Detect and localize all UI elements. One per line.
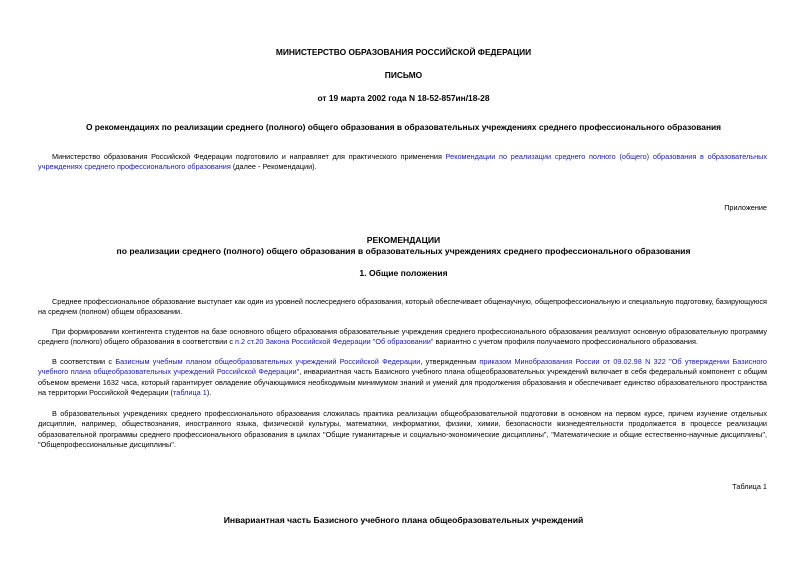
section-1-heading: 1. Общие положения bbox=[359, 268, 448, 278]
education-law-link[interactable]: п.2 ст.20 Закона Российской Федерации "Об образовании" bbox=[235, 337, 434, 347]
appendix-label: Приложение bbox=[724, 203, 767, 212]
date-number-heading: от 19 марта 2002 года N 18-52-857ин/18-28 bbox=[317, 93, 490, 103]
table-1-link[interactable]: таблица 1 bbox=[173, 388, 207, 398]
recommendations-subtitle: по реализации среднего (полного) общего образования в образовательных учреждениях среднего профессионального образования bbox=[116, 246, 691, 256]
ministry-order-link[interactable]: приказом Минобразования России от 09.02.98 N 322 "Об утверждении Базисного учебного плана общеобразовательных учреждений Российской Федерации" bbox=[38, 357, 767, 377]
paragraph-2-text-after: вариантно с учетом профиля получаемого профессионального образования. bbox=[433, 337, 698, 347]
paragraph-4 bbox=[38, 409, 767, 451]
paragraph-3-text-a: В соответствии с bbox=[52, 357, 116, 366]
paragraph-1 bbox=[38, 297, 767, 318]
recommendations-title: РЕКОМЕНДАЦИИ bbox=[366, 235, 441, 245]
paragraph-2 bbox=[38, 327, 767, 348]
intro-text-after: (далее - Рекомендации). bbox=[230, 162, 317, 172]
paragraph-1-text: Среднее профессиональное образование выступает как один из уровней послесреднего образования, который обеспечивает общенаучную, общепрофессиональную и специальную подготовку, базирующуюся на среднем (полном) общем образовании. bbox=[38, 297, 767, 317]
paragraph-2-text-before: При формировании контингента студентов на базе основного общего образования образовательные учреждения среднего профессионального образования реализуют основную образовательную программу среднего (полного) общего образования в соответствии с bbox=[38, 327, 767, 347]
table-1-label: Таблица 1 bbox=[732, 482, 767, 491]
intro-paragraph bbox=[38, 152, 767, 173]
recommendations-link[interactable]: Рекомендации по реализации среднего полного (общего) образования в образовательных учреждениях среднего профессионального образования bbox=[38, 152, 767, 172]
paragraph-3-text-d: ). bbox=[206, 388, 212, 398]
basic-curriculum-link[interactable]: Базисным учебным планом общеобразовательных учреждений Российской Федерации bbox=[115, 357, 421, 366]
intro-text-before: Министерство образования Российской Федерации подготовило и направляет для практического применения bbox=[52, 152, 446, 161]
table-1-title: Инвариантная часть Базисного учебного плана общеобразовательных учреждений bbox=[223, 515, 584, 525]
paragraph-3 bbox=[38, 357, 767, 399]
paragraph-3-text-c: , инвариантная часть Базисного учебного плана общеобразовательных учреждений включает в себя федеральный компонент с общим объемом времени 1632 часа, который гарантирует овладение обучающимися необходимым минимумом знаний и умений для продолжения образования и обеспечивает единство образовательного пространства на территории Российской Федерации ( bbox=[38, 367, 768, 398]
paragraph-4-text: В образовательных учреждениях среднего профессионального образования сложилась практика реализации общеобразовательной подготовки в основном на первом курсе, причем изучение отдельных дисциплин, например, обществознания, иностранного языка, физической культуры, математики, информатики, физики, химии, безопасности жизнедеятельности продолжается в процессе реализации образовательной программы среднего профессионального образования в циклах "Общие гуманитарные и социально-экономические дисциплины", "Математические и общие естественно-научные дисциплины", "Общепрофессиональные дисциплины". bbox=[38, 409, 767, 450]
subject-heading: О рекомендациях по реализации среднего (полного) общего образования в образовательных учреждениях среднего профессионального образования bbox=[85, 122, 722, 132]
doc-type-heading: ПИСЬМО bbox=[384, 70, 423, 80]
paragraph-3-text-b: , утвержденным bbox=[420, 357, 480, 366]
ministry-heading: МИНИСТЕРСТВО ОБРАЗОВАНИЯ РОССИЙСКОЙ ФЕДЕРАЦИИ bbox=[275, 47, 532, 57]
